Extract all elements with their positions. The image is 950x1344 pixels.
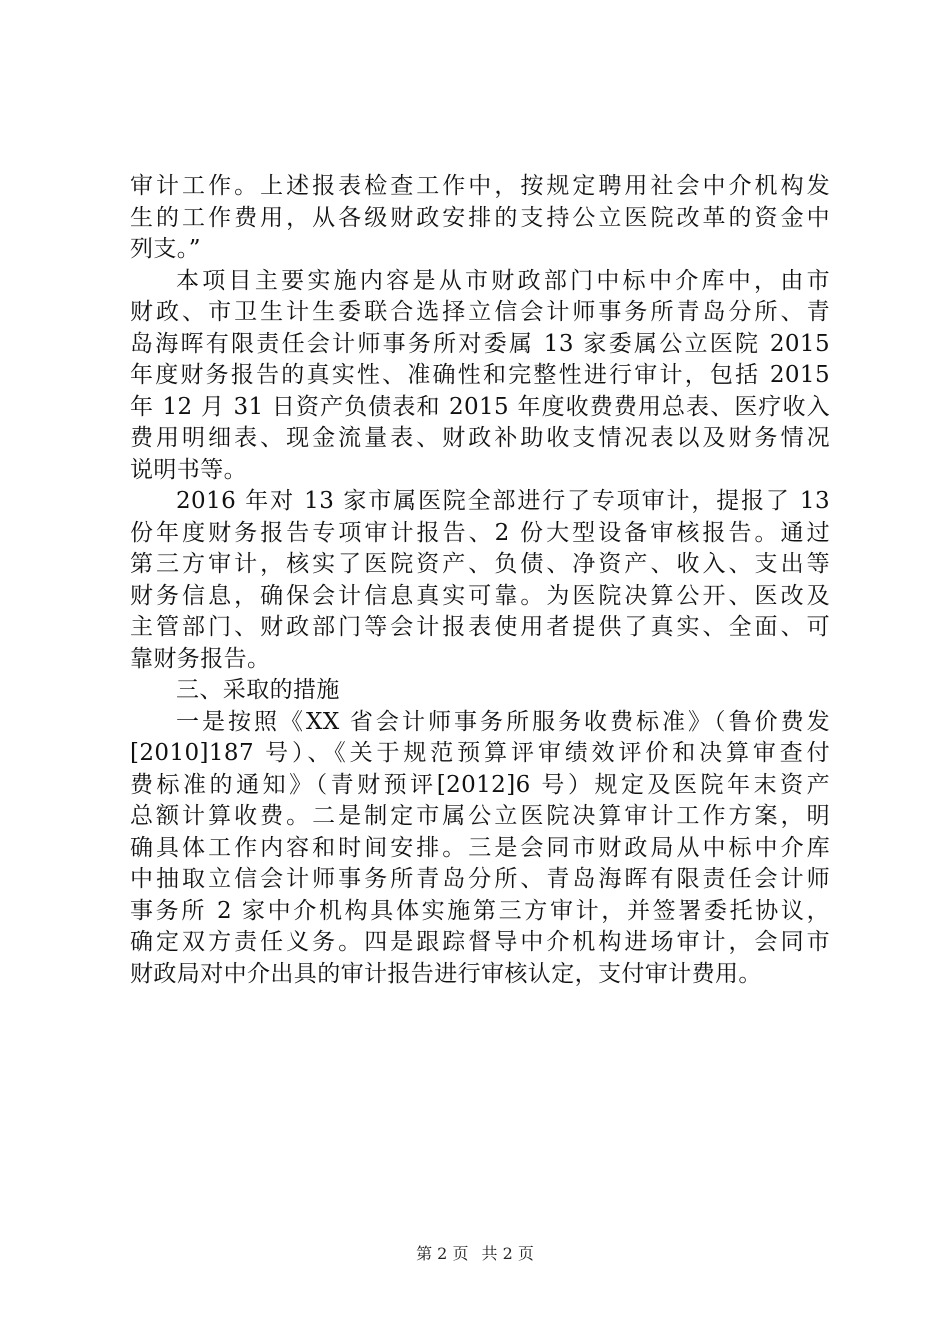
text-line: 事务所 2 家中介机构具体实施第三方审计，并签署委托协议，	[130, 897, 830, 924]
text-line: 确具体工作内容和时间安排。三是会同市财政局从中标中介库	[130, 834, 830, 861]
text-line: 确定双方责任义务。四是跟踪督导中介机构进场审计，会同市	[130, 929, 830, 955]
document-body	[130, 171, 830, 990]
page-total: 共 2 页	[481, 1244, 534, 1263]
text-line: 本项目主要实施内容是从市财政部门中标中介库中，由市	[176, 267, 830, 294]
text-line: 说明书等。	[130, 456, 247, 483]
text-line: 财政、市卫生计生委联合选择立信会计师事务所青岛分所、青	[130, 299, 830, 325]
section-heading: 三、采取的措施	[176, 677, 340, 703]
text-line: 主管部门、财政部门等会计报表使用者提供了真实、全面、可	[130, 614, 830, 640]
text-line: 年度财务报告的真实性、准确性和完整性进行审计，包括 2015	[130, 362, 830, 388]
text-line: 份年度财务报告专项审计报告、2 份大型设备审核报告。通过	[130, 519, 830, 546]
text-line: 审计工作。上述报表检查工作中，按规定聘用社会中介机构发	[130, 173, 830, 199]
text-line: 2016 年对 13 家市属医院全部进行了专项审计，提报了 13	[176, 488, 830, 514]
text-line: 年 12 月 31 日资产负债表和 2015 年度收费费用总表、医疗收入	[130, 393, 830, 420]
text-line: 第三方审计，核实了医院资产、负债、净资产、收入、支出等	[130, 551, 830, 577]
page-footer	[0, 1242, 950, 1266]
text-line: 列支。”	[130, 236, 201, 262]
text-line: 总额计算收费。二是制定市属公立医院决算审计工作方案，明	[130, 803, 830, 829]
page-number: 第 2 页	[416, 1244, 469, 1263]
text-line: 中抽取立信会计师事务所青岛分所、青岛海晖有限责任会计师	[130, 866, 830, 892]
text-line: 生的工作费用，从各级财政安排的支持公立医院改革的资金中	[130, 204, 830, 231]
text-line: 费标准的通知》（青财预评[2012]6 号）规定及医院年末资产	[130, 771, 830, 798]
text-line: [2010]187 号）、《关于规范预算评审绩效评价和决算审查付	[130, 740, 830, 766]
text-line: 一是按照《XX 省会计师事务所服务收费标准》（鲁价费发	[176, 708, 830, 735]
text-line: 财政局对中介出具的审计报告进行审核认定，支付审计费用。	[130, 960, 762, 987]
text-line: 岛海晖有限责任会计师事务所对委属 13 家委属公立医院 2015	[130, 330, 830, 357]
text-line: 财务信息，确保会计信息真实可靠。为医院决算公开、医改及	[130, 582, 830, 609]
text-line: 靠财务报告。	[130, 645, 271, 672]
text-line: 费用明细表、现金流量表、财政补助收支情况表以及财务情况	[130, 425, 830, 451]
